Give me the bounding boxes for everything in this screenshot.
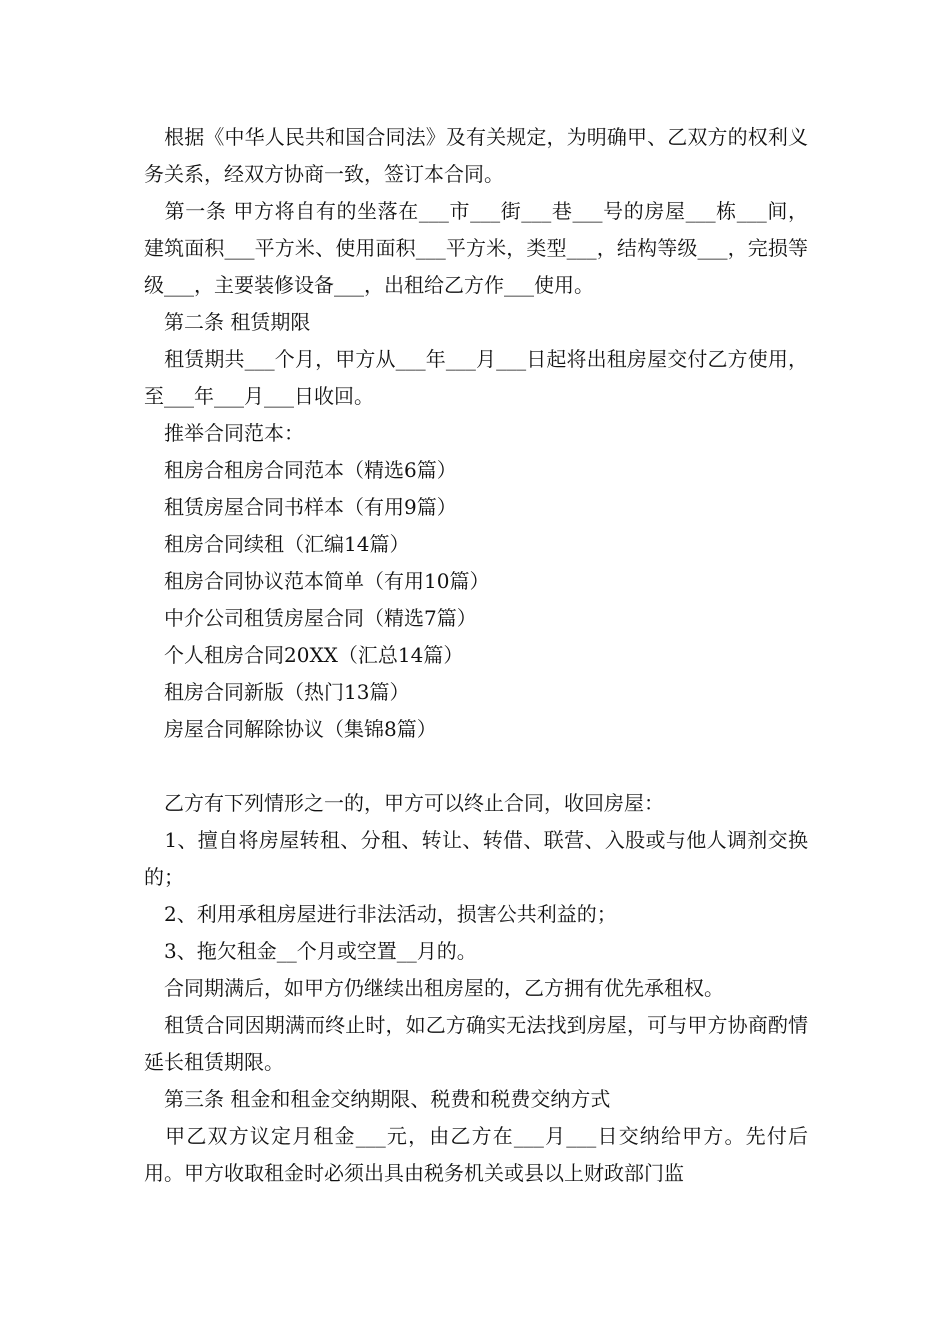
recommended-link-1[interactable]: 租房合租房合同范本（精选6篇）	[144, 458, 457, 482]
heading-article-2: 第二条 租赁期限	[144, 310, 311, 334]
paragraph-condition-3: 3、拖欠租金__个月或空置__月的。	[144, 939, 477, 963]
document-body	[144, 119, 808, 1192]
paragraph-intro: 根据《中华人民共和国合同法》及有关规定，为明确甲、乙双方的权利义务关系，经双方协商一致，签订本合同。	[144, 125, 808, 186]
recommended-link-8[interactable]: 房屋合同解除协议（集锦8篇）	[144, 717, 437, 741]
recommended-link-5[interactable]: 中介公司租赁房屋合同（精选7篇）	[144, 606, 477, 630]
recommended-link-2[interactable]: 租赁房屋合同书样本（有用9篇）	[144, 495, 457, 519]
recommended-templates-heading: 推举合同范本：	[144, 421, 304, 445]
paragraph-termination-conditions: 乙方有下列情形之一的，甲方可以终止合同，收回房屋：	[144, 791, 664, 815]
recommended-link-3[interactable]: 租房合同续租（汇编14篇）	[144, 532, 410, 556]
recommended-link-7[interactable]: 租房合同新版（热门13篇）	[144, 680, 410, 704]
paragraph-article-1: 第一条 甲方将自有的坐落在___市___街___巷___号的房屋___栋___间，建筑面积___平方米、使用面积___平方米，类型___，结构等级___，完损等级___，主要装修设备___，出租给乙方作___使用。	[144, 199, 808, 297]
paragraph-condition-2: 2、利用承租房屋进行非法活动，损害公共利益的；	[144, 902, 617, 926]
heading-article-3: 第三条 租金和租金交纳期限、税费和税费交纳方式	[144, 1087, 611, 1111]
paragraph-lease-term: 租赁期共___个月，甲方从___年___月___日起将出租房屋交付乙方使用，至___年___月___日收回。	[144, 347, 808, 408]
paragraph-rent-payment: 甲乙双方议定月租金___元，由乙方在___月___日交纳给甲方。先付后用。甲方收取租金时必须出具由税务机关或县以上财政部门监	[144, 1124, 808, 1185]
paragraph-extension: 租赁合同因期满而终止时，如乙方确实无法找到房屋，可与甲方协商酌情延长租赁期限。	[144, 1013, 808, 1074]
paragraph-condition-1: 1、擅自将房屋转租、分租、转让、转借、联营、入股或与他人调剂交换的；	[144, 828, 808, 889]
blank-line	[144, 748, 808, 785]
recommended-link-6[interactable]: 个人租房合同20XX（汇总14篇）	[144, 643, 464, 667]
recommended-link-4[interactable]: 租房合同协议范本简单（有用10篇）	[144, 569, 490, 593]
paragraph-renewal-priority: 合同期满后，如甲方仍继续出租房屋的，乙方拥有优先承租权。	[144, 976, 724, 1000]
